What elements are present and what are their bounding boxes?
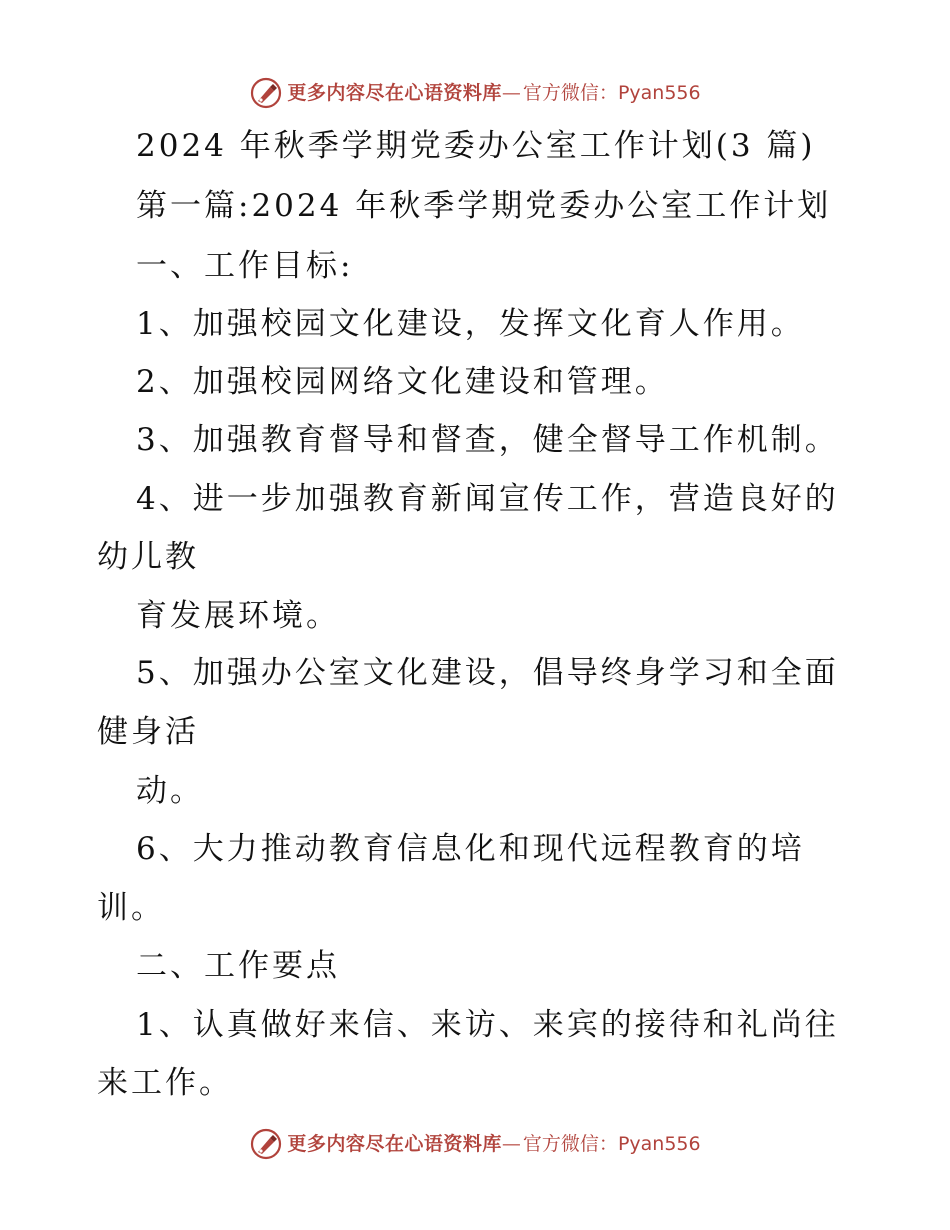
footer-watermark [0,1127,950,1161]
watermark-dash: — [501,1133,521,1155]
watermark-lead: 更多内容尽在心语资料库 [287,82,502,104]
document-title: 2024 年秋季学期党委办公室工作计划(3 篇) [136,128,816,164]
watermark-wechat-label: 官方微信： [522,1133,618,1155]
subsection-heading: 一、工作目标: [136,248,354,284]
section-heading: 第一篇:2024 年秋季学期党委办公室工作计划 [136,188,832,224]
paragraph-line: 1、认真做好来信、来访、来宾的接待和礼尚往 [136,1007,839,1043]
watermark-lead: 更多内容尽在心语资料库 [287,1133,502,1155]
header-watermark [0,76,950,110]
paragraph-line: 1、加强校园文化建设，发挥文化育人作用。 [136,306,805,342]
paragraph-line: 动。 [136,773,204,809]
pen-nib-icon [249,1127,283,1161]
subsection-heading: 二、工作要点 [136,948,340,984]
paragraph-line: 幼儿教 [97,539,199,575]
paragraph-line: 5、加强办公室文化建设，倡导终身学习和全面 [136,655,839,691]
paragraph-line: 训。 [97,890,165,926]
pen-nib-icon [249,76,283,110]
paragraph-line: 6、大力推动教育信息化和现代远程教育的培 [136,831,805,867]
paragraph-line: 育发展环境。 [136,598,340,634]
watermark-dash: — [501,82,521,104]
watermark-wechat-label: 官方微信： [522,82,618,104]
paragraph-line: 3、加强教育督导和督查，健全督导工作机制。 [136,422,839,458]
paragraph-line: 4、进一步加强教育新闻宣传工作，营造良好的 [136,481,839,517]
watermark-wechat-id: Pyan556 [617,82,701,104]
paragraph-line: 健身活 [97,714,199,750]
paragraph-line: 2、加强校园网络文化建设和管理。 [136,364,669,400]
paragraph-line: 来工作。 [97,1065,233,1101]
watermark-wechat-id: Pyan556 [617,1133,701,1155]
